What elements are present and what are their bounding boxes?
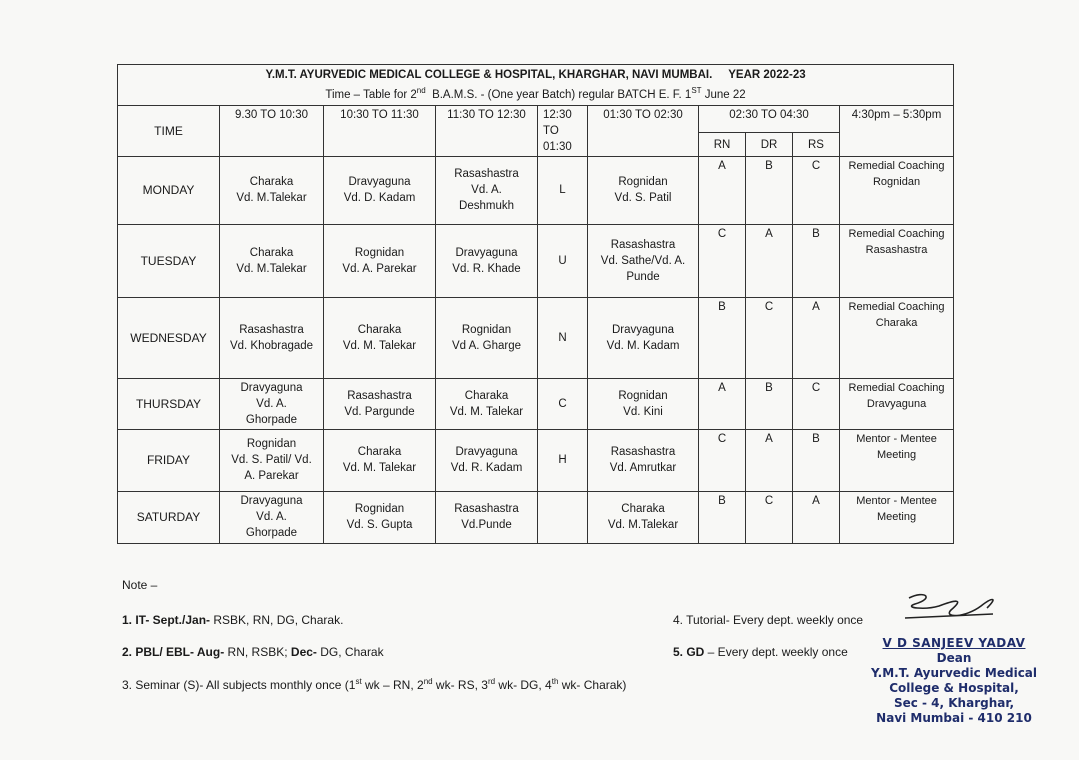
rs-cell-text: C <box>811 381 821 394</box>
note-3-sup4: th <box>551 677 559 686</box>
rn-cell-text: B <box>718 494 726 507</box>
college-name: Y.M.T. AYURVEDIC MEDICAL COLLEGE & HOSPITAL, KHARGHAR, NAVI MUMBAI. <box>265 69 713 81</box>
period-5-cell-text: Rasashastra Vd. Sathe/Vd. A. Punde <box>600 238 686 283</box>
rs-cell <box>793 378 840 429</box>
period-2-cell-text: Rognidan Vd. A. Parekar <box>342 246 417 275</box>
period-3-cell-text: Dravyaguna Vd. R. Khade <box>452 246 521 275</box>
rs-cell-text: A <box>812 494 820 507</box>
note-5-text: – Every dept. weekly once <box>704 645 848 659</box>
period-3-cell-text: Charaka Vd. M. Talekar <box>449 389 524 418</box>
lunch-cell-text: N <box>558 331 567 344</box>
note-2-text-2: DG, Charak <box>316 645 384 659</box>
rn-cell-text: C <box>717 227 727 240</box>
day-cell <box>118 429 220 491</box>
academic-year: YEAR 2022-23 <box>728 69 806 81</box>
dr-cell <box>746 429 793 491</box>
rs-header: RS <box>793 133 840 157</box>
period-3-cell <box>436 429 538 491</box>
col-11-30: 11:30 TO 12:30 <box>436 105 538 156</box>
day-cell <box>118 297 220 378</box>
day-cell-text: FRIDAY <box>146 453 191 468</box>
period-2-cell <box>324 156 436 224</box>
col-12-30-label: 12:30 TO 01:30 <box>543 108 572 153</box>
lunch-cell <box>538 491 588 543</box>
stamp-line-4: Navi Mumbai - 410 210 <box>876 711 1032 725</box>
period-1-cell-text: Rognidan Vd. S. Patil/ Vd. A. Parekar <box>231 438 312 483</box>
lunch-cell <box>538 297 588 378</box>
period-3-cell-text: Rognidan Vd A. Gharge <box>451 323 522 352</box>
rs-cell <box>793 224 840 297</box>
dean-title: Dean <box>936 651 972 665</box>
table-row <box>118 491 954 543</box>
timetable-subtitle: Time – Table for 2 <box>325 88 417 101</box>
evening-cell-text: Remedial Coaching Rasashastra <box>848 227 945 256</box>
note-1-text: RSBK, RN, DG, Charak. <box>210 613 344 627</box>
period-3-cell <box>436 491 538 543</box>
day-cell-text: TUESDAY <box>140 253 197 268</box>
dr-cell-text: A <box>765 227 773 240</box>
table-row <box>118 156 954 224</box>
period-3-cell <box>436 224 538 297</box>
evening-cell <box>840 224 954 297</box>
rs-cell-text: B <box>812 227 820 240</box>
time-header: TIME <box>118 105 220 156</box>
rn-cell-text: A <box>718 159 726 172</box>
stamp-line-1: Y.M.T. Ayurvedic Medical <box>870 666 1038 680</box>
note-3-sup3: rd <box>487 677 496 686</box>
period-2-cell-text: Rognidan Vd. S. Gupta <box>346 503 413 532</box>
note-3-d: wk- DG, 4 <box>495 678 552 692</box>
dr-cell <box>746 297 793 378</box>
dr-cell <box>746 156 793 224</box>
period-2-cell-text: Charaka Vd. M. Talekar <box>342 446 417 475</box>
rs-cell-text: B <box>812 432 820 445</box>
period-1-cell-text: Charaka Vd. M.Talekar <box>236 176 307 205</box>
rn-cell-text: B <box>718 300 726 313</box>
note-3-c: wk- RS, 3 <box>432 678 488 692</box>
note-2-text: RN, RSBK; <box>224 645 291 659</box>
table-title <box>118 65 954 106</box>
rs-cell-text: A <box>812 300 820 313</box>
lunch-cell-text: H <box>558 454 567 467</box>
evening-cell <box>840 156 954 224</box>
period-1-cell-text: Rasashastra Vd. Khobragade <box>229 323 314 352</box>
day-cell <box>118 378 220 429</box>
period-5-cell <box>588 156 699 224</box>
period-2-cell <box>324 297 436 378</box>
dean-name: V D SANJEEV YADAV <box>882 636 1026 650</box>
sup-st: ST <box>691 86 702 95</box>
rn-cell <box>699 378 746 429</box>
lunch-cell-text: U <box>558 254 567 267</box>
evening-cell-text: Remedial Coaching Dravyaguna <box>848 381 945 410</box>
note-4: 4. Tutorial- Every dept. weekly once <box>673 613 864 627</box>
period-2-cell-text: Dravyaguna Vd. D. Kadam <box>343 176 416 205</box>
day-cell-text: MONDAY <box>142 183 195 198</box>
dean-stamp <box>859 636 1049 726</box>
note-3 <box>122 677 626 692</box>
rn-header: RN <box>699 133 746 157</box>
period-2-cell <box>324 378 436 429</box>
period-5-cell <box>588 224 699 297</box>
lunch-cell <box>538 378 588 429</box>
notes-title: Note – <box>122 578 158 592</box>
stamp-line-3: Sec - 4, Kharghar, <box>893 696 1015 710</box>
lunch-cell-text: L <box>559 184 566 197</box>
note-1 <box>122 613 343 627</box>
period-1-cell-text: Dravyaguna Vd. A. Ghorpade <box>240 495 303 540</box>
rs-cell <box>793 297 840 378</box>
lunch-cell-text: C <box>558 397 567 410</box>
period-3-cell-text: Rasashastra Vd.Punde <box>454 503 519 532</box>
table-row <box>118 297 954 378</box>
note-2-label-2: Dec- <box>290 645 317 659</box>
period-1-cell <box>220 156 324 224</box>
note-5 <box>673 645 848 659</box>
dr-header: DR <box>746 133 793 157</box>
rn-cell <box>699 429 746 491</box>
period-2-cell-text: Charaka Vd. M. Talekar <box>342 323 417 352</box>
dr-cell-text: A <box>765 432 773 445</box>
signature-mark <box>895 588 1005 638</box>
effective-date: June 22 <box>704 88 746 101</box>
rs-cell <box>793 429 840 491</box>
day-cell <box>118 156 220 224</box>
col-02-30: 02:30 TO 04:30 <box>699 105 840 132</box>
period-2-cell-text: Rasashastra Vd. Pargunde <box>344 389 415 418</box>
dr-cell-text: C <box>764 494 774 507</box>
evening-cell-text: Remedial Coaching Charaka <box>848 300 945 329</box>
col-12-30 <box>538 105 588 156</box>
lunch-cell <box>538 156 588 224</box>
evening-cell-text: Remedial Coaching Rognidan <box>848 159 945 188</box>
note-5-label: 5. GD <box>673 645 705 659</box>
period-5-cell-text: Rasashastra Vd. Amrutkar <box>609 446 677 475</box>
evening-cell-text: Mentor - Mentee Meeting <box>856 494 937 523</box>
day-cell <box>118 224 220 297</box>
evening-cell <box>840 297 954 378</box>
timetable-sheet <box>117 64 953 544</box>
day-cell-text: SATURDAY <box>136 510 201 525</box>
evening-cell <box>840 378 954 429</box>
table-row <box>118 224 954 297</box>
period-5-cell <box>588 491 699 543</box>
day-cell-text: WEDNESDAY <box>130 330 207 345</box>
period-3-cell <box>436 297 538 378</box>
period-5-cell-text: Charaka Vd. M.Talekar <box>607 503 679 532</box>
note-1-label: 1. IT- Sept./Jan- <box>122 613 211 627</box>
col-4-30: 4:30pm – 5:30pm <box>840 105 954 156</box>
sup-nd: nd <box>416 86 426 95</box>
period-1-cell-text: Charaka Vd. M.Talekar <box>236 246 307 275</box>
period-3-cell <box>436 378 538 429</box>
period-1-cell <box>220 491 324 543</box>
period-3-cell-text: Dravyaguna Vd. R. Kadam <box>450 446 523 475</box>
period-2-cell <box>324 491 436 543</box>
period-1-cell <box>220 429 324 491</box>
period-5-cell-text: Dravyaguna Vd. M. Kadam <box>606 323 680 352</box>
period-3-cell-text: Rasashastra Vd. A. Deshmukh <box>454 168 519 213</box>
batch-info: B.A.M.S. - (One year Batch) regular BATCH E. F. 1 <box>432 88 692 101</box>
day-cell-text: THURSDAY <box>135 396 202 411</box>
title-row <box>118 65 954 106</box>
dr-cell <box>746 224 793 297</box>
rn-cell-text: C <box>717 432 727 445</box>
period-1-cell <box>220 224 324 297</box>
note-2-label: 2. PBL/ EBL- Aug- <box>122 645 225 659</box>
dr-cell <box>746 491 793 543</box>
timetable-body <box>118 156 954 543</box>
period-2-cell <box>324 224 436 297</box>
period-3-cell <box>436 156 538 224</box>
evening-cell <box>840 429 954 491</box>
rs-cell <box>793 491 840 543</box>
header-row <box>118 105 954 132</box>
stamp-line-2: College & Hospital, <box>889 681 1019 695</box>
rs-cell <box>793 156 840 224</box>
day-cell <box>118 491 220 543</box>
evening-cell <box>840 491 954 543</box>
note-3-a: 3. Seminar (S)- All subjects monthly once (1 <box>122 678 356 692</box>
dr-cell-text: C <box>764 300 774 313</box>
period-1-cell <box>220 378 324 429</box>
period-2-cell <box>324 429 436 491</box>
rn-cell <box>699 224 746 297</box>
rs-cell-text: C <box>811 159 821 172</box>
evening-cell-text: Mentor - Mentee Meeting <box>856 432 937 461</box>
dr-cell-text: B <box>765 159 773 172</box>
table-row <box>118 429 954 491</box>
timetable <box>117 64 954 544</box>
period-5-cell-text: Rognidan Vd. Kini <box>618 389 668 418</box>
period-1-cell <box>220 297 324 378</box>
lunch-cell <box>538 429 588 491</box>
period-1-cell-text: Dravyaguna Vd. A. Ghorpade <box>240 381 303 426</box>
table-row <box>118 378 954 429</box>
period-5-cell-text: Rognidan Vd. S. Patil <box>614 176 672 205</box>
col-10-30: 10:30 TO 11:30 <box>324 105 436 156</box>
note-2 <box>122 645 384 659</box>
dr-cell-text: B <box>765 381 773 394</box>
col-01-30: 01:30 TO 02:30 <box>588 105 699 156</box>
rn-cell <box>699 297 746 378</box>
note-3-sup1: st <box>355 677 362 686</box>
rn-cell-text: A <box>718 381 726 394</box>
dr-cell <box>746 378 793 429</box>
note-3-b: wk – RN, 2 <box>361 678 424 692</box>
col-9-30: 9.30 TO 10:30 <box>220 105 324 156</box>
lunch-cell <box>538 224 588 297</box>
rn-cell <box>699 156 746 224</box>
note-3-e: wk- Charak) <box>558 678 627 692</box>
period-5-cell <box>588 297 699 378</box>
period-5-cell <box>588 378 699 429</box>
note-3-sup2: nd <box>423 677 433 686</box>
rn-cell <box>699 491 746 543</box>
period-5-cell <box>588 429 699 491</box>
